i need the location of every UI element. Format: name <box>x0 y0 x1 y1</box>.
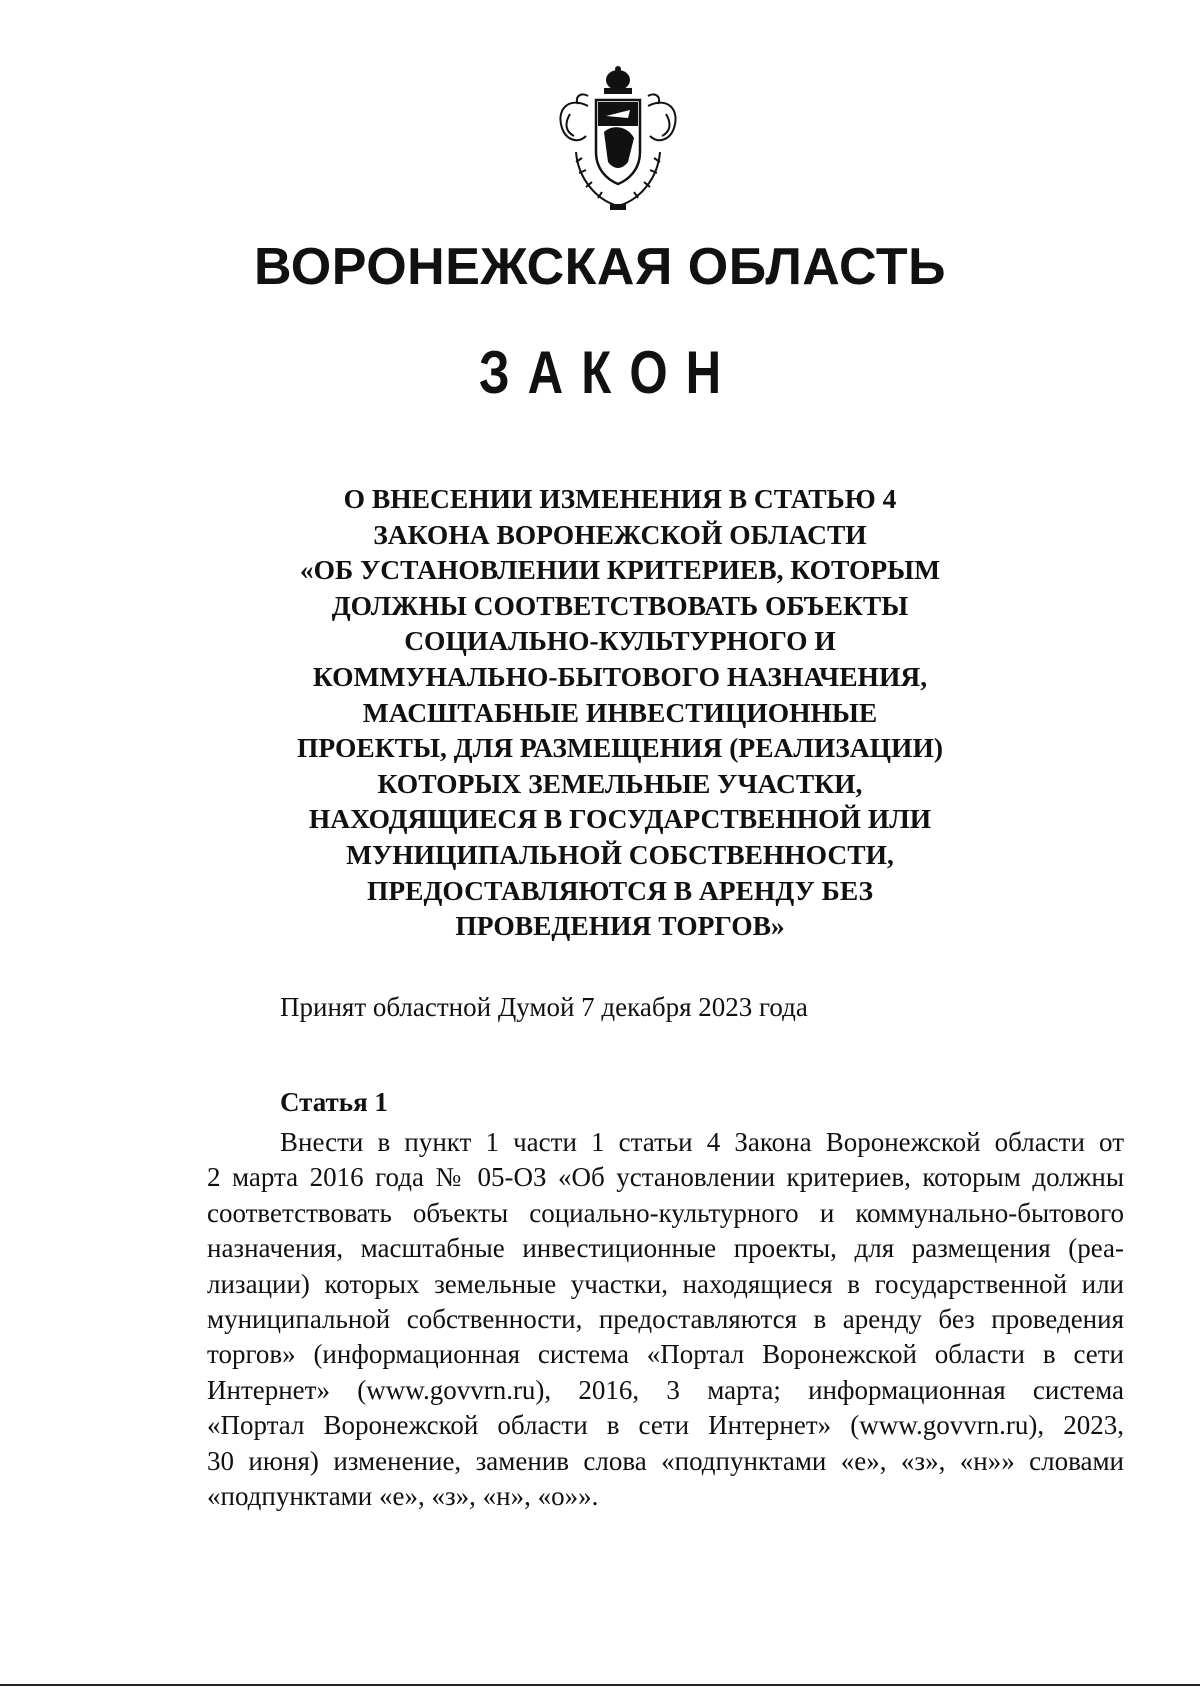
article-line: 2 марта 2016 года № 05-ОЗ «Об установлении критериев, которым должны <box>207 1162 1124 1193</box>
article-title: Статья 1 <box>280 1087 388 1117</box>
article-body <box>207 1125 1124 1514</box>
article-line: Внести в пункт 1 части 1 статьи 4 Закона Воронежской области от <box>280 1127 1124 1157</box>
heading-line: НАХОДЯЩИЕСЯ В ГОСУДАРСТВЕННОЙ ИЛИ <box>308 803 932 835</box>
heading-line: МУНИЦИПАЛЬНОЙ СОБСТВЕННОСТИ, <box>346 838 894 870</box>
heading-line: ПРОЕКТЫ, ДЛЯ РАЗМЕЩЕНИЯ (РЕАЛИЗАЦИИ) <box>296 732 943 764</box>
law-heading <box>250 481 990 944</box>
page-bottom-divider <box>0 1684 1200 1686</box>
article-line: 30 июня) изменение, заменив слова «подпунктами «е», «з», «н»» словами <box>207 1445 1124 1476</box>
article-line: «подпунктами «е», «з», «н», «о»». <box>207 1480 599 1511</box>
heading-line: ДОЛЖНЫ СООТВЕТСТВОВАТЬ ОБЪЕКТЫ <box>331 589 909 621</box>
heading-line: ЗАКОНА ВОРОНЕЖСКОЙ ОБЛАСТИ <box>373 518 867 550</box>
article-line: Интернет» (www.govvrn.ru), 2016, 3 марта; информационная система <box>207 1374 1124 1405</box>
region-title: ВОРОНЕЖСКАЯ ОБЛАСТЬ <box>254 238 946 296</box>
crown-icon <box>604 66 632 94</box>
article-line: соответствовать объекты социально-культурного и коммунально-бытового <box>207 1197 1124 1228</box>
heading-line: КОММУНАЛЬНО-БЫТОВОГО НАЗНАЧЕНИЯ, <box>312 660 928 692</box>
heading-line: СОЦИАЛЬНО-КУЛЬТУРНОГО И <box>404 625 836 657</box>
heading-line: О ВНЕСЕНИИ ИЗМЕНЕНИЯ В СТАТЬЮ 4 <box>343 483 897 514</box>
article-line: назначения, масштабные инвестиционные проекты, для размещения (реа- <box>207 1233 1124 1264</box>
heading-line: «ОБ УСТАНОВЛЕНИИ КРИТЕРИЕВ, КОТОРЫМ <box>299 554 941 586</box>
article-line: «Портал Воронежской области в сети Интернет» (www.govvrn.ru), 2023, <box>207 1410 1124 1441</box>
article-line: муниципальной собственности, предоставляются в аренду без проведения <box>207 1303 1124 1334</box>
heading-line: МАСШТАБНЫЕ ИНВЕСТИЦИОННЫЕ <box>362 696 878 728</box>
article-line: лизации) которых земельные участки, находящиеся в государственной или <box>207 1268 1124 1299</box>
law-title: ЗАКОН <box>478 339 740 406</box>
coat-of-arms-emblem <box>548 66 688 216</box>
heading-line: ПРЕДОСТАВЛЯЮТСЯ В АРЕНДУ БЕЗ <box>366 874 874 906</box>
heading-line: ПРОВЕДЕНИЯ ТОРГОВ» <box>455 910 785 942</box>
heading-line: КОТОРЫХ ЗЕМЕЛЬНЫЕ УЧАСТКИ, <box>377 767 863 799</box>
article-line: торгов» (информационная система «Портал Воронежской области в сети <box>207 1339 1124 1370</box>
adoption-date: Принят областной Думой 7 декабря 2023 года <box>280 992 808 1022</box>
